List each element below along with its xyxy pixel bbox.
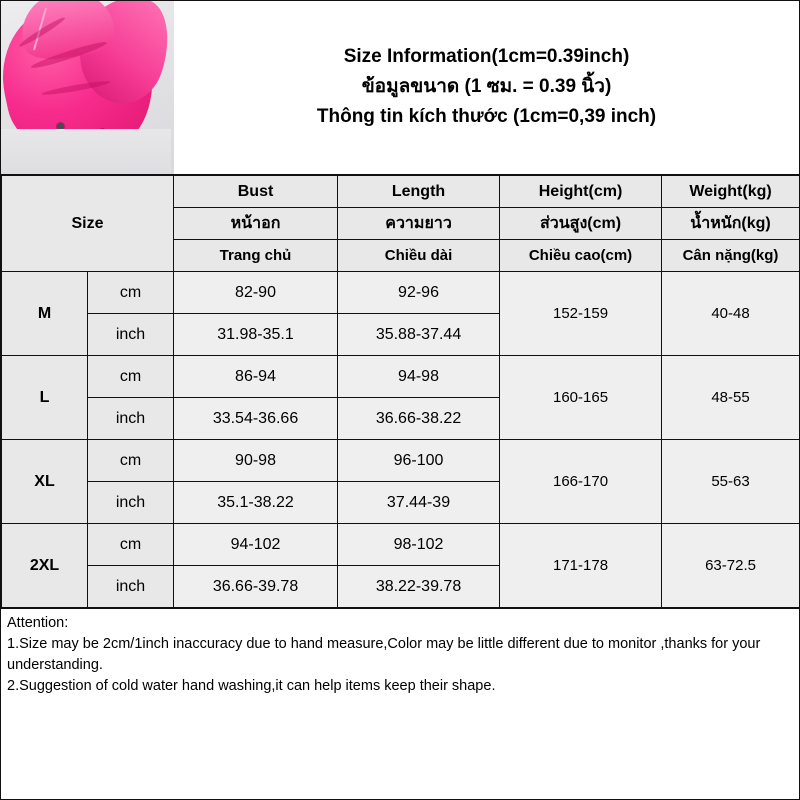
xl-weight: 55-63	[662, 440, 800, 524]
table-row	[2, 524, 800, 566]
garment-illustration	[1, 1, 171, 174]
unit-cm: cm	[88, 440, 174, 482]
2xl-length-cm: 98-102	[338, 524, 500, 566]
table-row	[2, 356, 800, 398]
header-length-vi: Chiều dài	[338, 240, 500, 272]
m-length-inch: 35.88-37.44	[338, 314, 500, 356]
header-weight-en: Weight(kg)	[662, 176, 800, 208]
header-height-en: Height(cm)	[500, 176, 662, 208]
row-size-l: L	[2, 356, 88, 440]
xl-height: 166-170	[500, 440, 662, 524]
header-length-en: Length	[338, 176, 500, 208]
unit-inch: inch	[88, 566, 174, 608]
xl-length-inch: 37.44-39	[338, 482, 500, 524]
unit-cm: cm	[88, 524, 174, 566]
size-table	[1, 175, 800, 608]
2xl-bust-inch: 36.66-39.78	[174, 566, 338, 608]
2xl-height: 171-178	[500, 524, 662, 608]
header-size-label: Size	[2, 176, 174, 272]
m-bust-inch: 31.98-35.1	[174, 314, 338, 356]
header-height-vi: Chiều cao(cm)	[500, 240, 662, 272]
l-bust-inch: 33.54-36.66	[174, 398, 338, 440]
row-size-2xl: 2XL	[2, 524, 88, 608]
attention-line-1: 1.Size may be 2cm/1inch inaccuracy due to hand measure,Color may be little different due to monitor ,thanks for your understanding.	[7, 636, 761, 673]
l-bust-cm: 86-94	[174, 356, 338, 398]
l-length-cm: 94-98	[338, 356, 500, 398]
unit-cm: cm	[88, 356, 174, 398]
header-bust-en: Bust	[174, 176, 338, 208]
xl-bust-inch: 35.1-38.22	[174, 482, 338, 524]
header-height-th: ส่วนสูง(cm)	[500, 208, 662, 240]
header-weight-vi: Cân nặng(kg)	[662, 240, 800, 272]
chart-title-block	[174, 1, 799, 174]
product-photo	[1, 1, 174, 174]
unit-cm: cm	[88, 272, 174, 314]
header-length-th: ความยาว	[338, 208, 500, 240]
photo-foreground-surface	[1, 129, 171, 174]
unit-inch: inch	[88, 482, 174, 524]
title-line-th: ข้อมูลขนาด (1 ซม. = 0.39 นิ้ว)	[361, 75, 612, 97]
table-header-row-en	[2, 176, 800, 208]
attention-block	[1, 608, 799, 714]
attention-title: Attention:	[7, 615, 69, 631]
header-band	[1, 1, 799, 175]
attention-line-2: 2.Suggestion of cold water hand washing,it can help items keep their shape.	[7, 678, 496, 694]
header-weight-th: น้ำหนัก(kg)	[662, 208, 800, 240]
table-row	[2, 272, 800, 314]
2xl-weight: 63-72.5	[662, 524, 800, 608]
xl-bust-cm: 90-98	[174, 440, 338, 482]
m-bust-cm: 82-90	[174, 272, 338, 314]
header-bust-th: หน้าอก	[174, 208, 338, 240]
l-weight: 48-55	[662, 356, 800, 440]
title-line-vi: Thông tin kích thước (1cm=0,39 inch)	[316, 105, 657, 127]
l-length-inch: 36.66-38.22	[338, 398, 500, 440]
title-line-en: Size Information(1cm=0.39inch)	[343, 45, 630, 67]
m-height: 152-159	[500, 272, 662, 356]
xl-length-cm: 96-100	[338, 440, 500, 482]
l-height: 160-165	[500, 356, 662, 440]
row-size-xl: XL	[2, 440, 88, 524]
2xl-length-inch: 38.22-39.78	[338, 566, 500, 608]
header-bust-vi: Trang chủ	[174, 240, 338, 272]
unit-inch: inch	[88, 398, 174, 440]
table-row	[2, 440, 800, 482]
unit-inch: inch	[88, 314, 174, 356]
row-size-m: M	[2, 272, 88, 356]
m-weight: 40-48	[662, 272, 800, 356]
2xl-bust-cm: 94-102	[174, 524, 338, 566]
m-length-cm: 92-96	[338, 272, 500, 314]
